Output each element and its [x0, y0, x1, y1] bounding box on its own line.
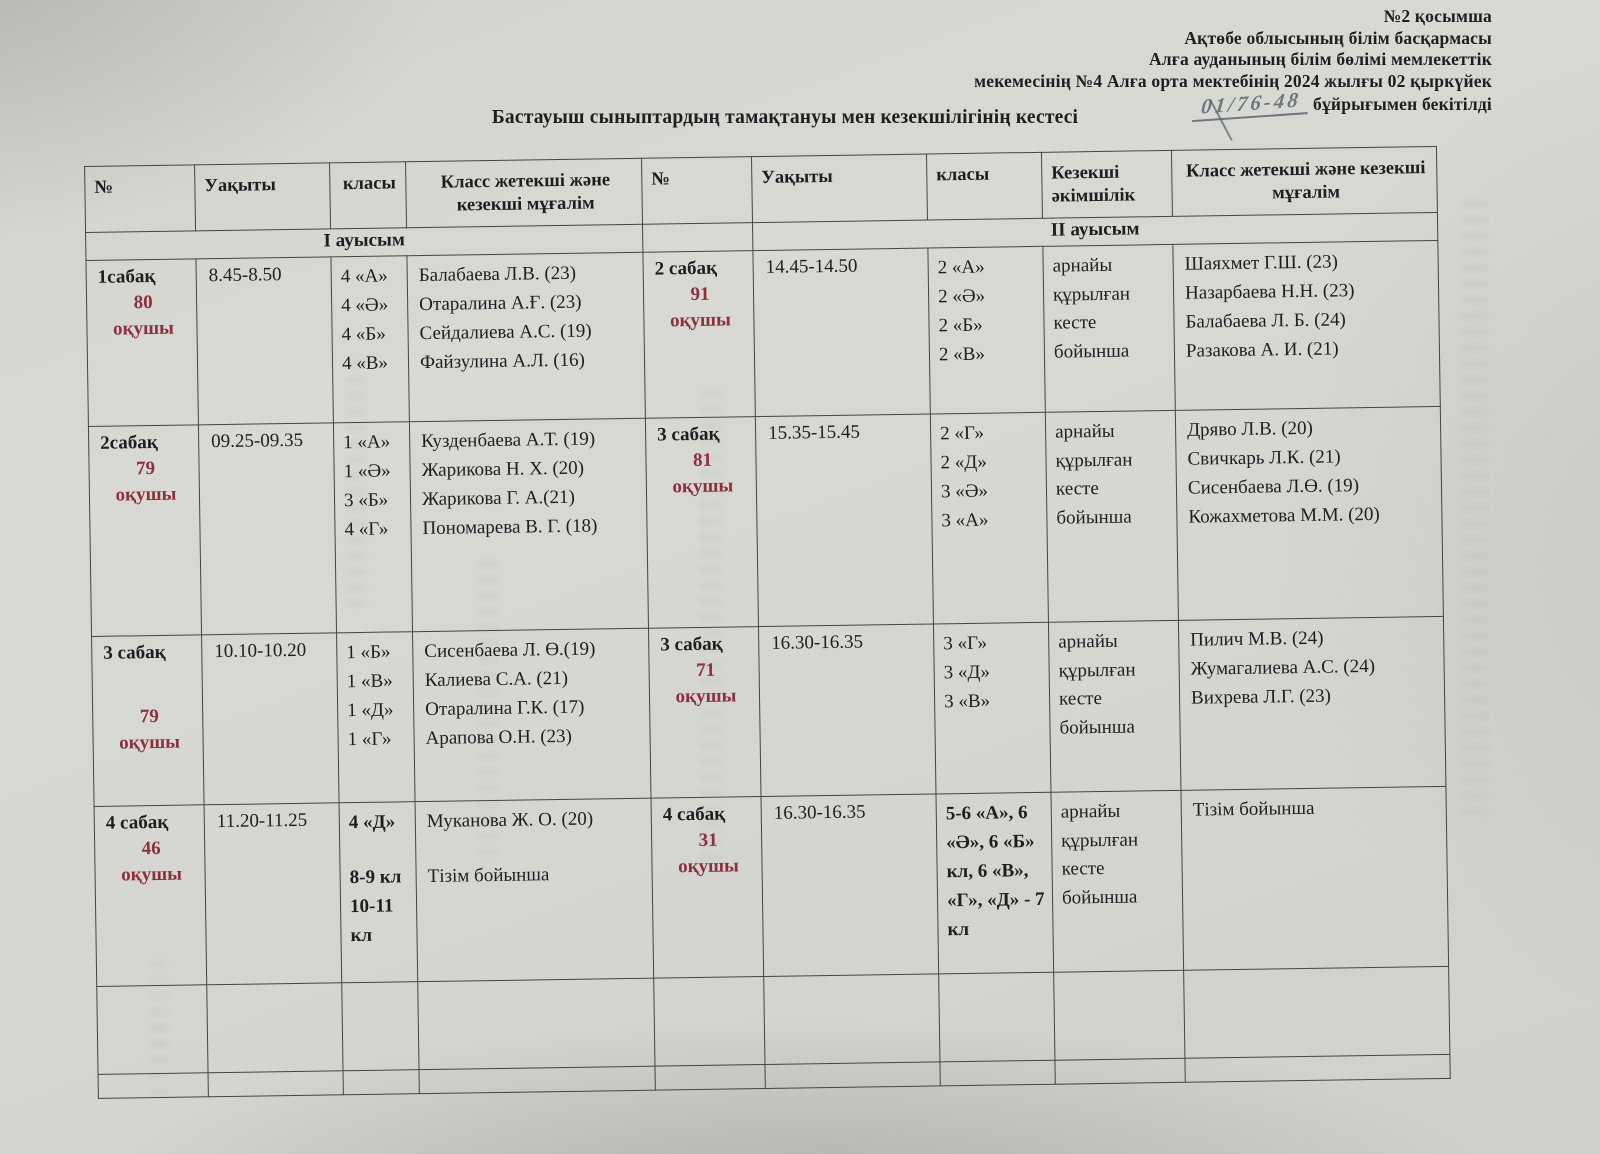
class-list-extra: 8-9 кл 10-11 кл — [349, 866, 402, 946]
class-list: 2 «А» 2 «Ә» 2 «Б» 2 «В» — [937, 256, 986, 365]
lesson-cell — [88, 425, 201, 637]
time-cell: 10.10-10.20 — [202, 633, 340, 805]
empty-cell — [655, 1065, 765, 1091]
col-header-time-right: Уақыты — [752, 154, 928, 223]
time-cell: 09.25-09.35 — [198, 423, 336, 635]
document-title: Бастауыш сыныптардың тамақтануы мен кезекшілігінің кестесі — [491, 107, 1079, 128]
empty-cell — [419, 1066, 655, 1093]
student-count-label: оқушы — [672, 475, 734, 498]
teacher-list: Тізім бойынша — [1192, 797, 1315, 821]
teacher-list: Сисенбаева Л. Ө.(19) Калиева С.А. (21) Отаралина Г.К. (17) Арапова О.Н. (23) — [424, 638, 596, 749]
table-row — [88, 406, 1443, 636]
empty-cell — [764, 974, 940, 1065]
student-count: 71 — [695, 659, 716, 682]
student-count-label: оқушы — [119, 731, 181, 754]
org-line-2: Алға ауданының білім бөлімі мемлекеттік — [1148, 49, 1492, 69]
approval-block — [732, 6, 1492, 118]
student-count: 80 — [133, 292, 153, 314]
teacher-cell — [415, 798, 654, 981]
section-shift-2: ІІ ауысым — [752, 212, 1437, 250]
lesson-label: 4 сабақ — [105, 811, 169, 834]
handwritten-order-number: 01/76-48 — [1192, 89, 1310, 122]
bleedthrough-artifact — [1462, 200, 1488, 820]
empty-cell — [1185, 1054, 1450, 1082]
lesson-cell — [643, 251, 755, 419]
schedule-sheet — [84, 146, 1450, 1099]
lesson-cell — [645, 417, 758, 629]
col-header-number-left: № — [85, 165, 196, 233]
empty-cell — [208, 1071, 343, 1097]
col-header-teacher-right: Класс жетекші және кезекші мұғалім — [1171, 146, 1437, 216]
org-line-3: мекемесінің №4 Алға орта мектебінің 2024 жылғы 02 қыркүйек — [974, 70, 1492, 91]
meal-duty-schedule-table — [84, 146, 1451, 1099]
teacher-list: Кузденбаева А.Т. (19) Жарикова Н. Х. (20) Жарикова Г. А.(21) Пономарева В. Г. (18) — [421, 428, 598, 539]
student-count-label: оқушы — [112, 317, 175, 340]
col-header-number-right: № — [642, 157, 753, 225]
lesson-label: 3 сабақ — [103, 641, 166, 664]
student-count: 91 — [690, 283, 710, 306]
lesson-label: 4 сабақ — [662, 803, 726, 826]
admin-duty-cell: арнайы құрылған кесте бойынша — [1045, 410, 1178, 622]
time-cell: 11.20-11.25 — [204, 803, 342, 985]
time-cell: 16.30-16.35 — [761, 794, 939, 977]
class-list: 2 «Г» 2 «Д» 3 «Ә» 3 «А» — [939, 422, 989, 531]
empty-cell — [654, 977, 765, 1067]
class-cell — [331, 256, 409, 423]
admin-duty-cell: арнайы құрылған кесте бойынша — [1048, 620, 1181, 792]
empty-cell — [342, 982, 419, 1071]
class-list: 1 «А» 1 «Ә» 3 «Б» 4 «Г» — [343, 431, 391, 540]
teacher-cell — [409, 418, 648, 631]
time-cell: 8.45-8.50 — [196, 257, 333, 425]
org-line-1: Ақтөбе облысының білім басқармасы — [1184, 27, 1492, 48]
time-cell: 14.45-14.50 — [753, 248, 930, 417]
col-header-time-left: Уақыты — [195, 163, 331, 231]
class-cell — [933, 622, 1051, 794]
lesson-label: 3 сабақ — [656, 423, 720, 446]
time-cell: 16.30-16.35 — [758, 624, 936, 797]
lesson-cell — [86, 259, 198, 427]
lesson-cell — [92, 635, 205, 807]
empty-cell — [1055, 1058, 1185, 1084]
student-count-label: оқушы — [669, 309, 731, 332]
teacher-cell — [1173, 240, 1440, 410]
student-count-label: оқушы — [115, 483, 177, 506]
class-cell — [337, 632, 416, 803]
col-header-class-right: класы — [926, 152, 1042, 220]
empty-cell — [343, 1070, 419, 1095]
time-cell: 15.35-15.45 — [755, 414, 933, 627]
empty-cell — [765, 1062, 940, 1089]
section-shift-1: І ауысым — [86, 224, 643, 260]
student-count: 79 — [139, 705, 159, 728]
student-count-label: оқушы — [675, 685, 737, 708]
lesson-cell — [648, 627, 761, 799]
teacher-cell — [407, 252, 645, 421]
empty-cell — [642, 223, 752, 253]
approval-text: бұйрығымен бекітілді — [1313, 94, 1492, 114]
teacher-cell — [1181, 786, 1449, 970]
class-list: 4 «Д» — [348, 811, 396, 834]
teacher-list: Балабаева Л.В. (23) Отаралина А.Ғ. (23) Сейдалиева А.С. (19) Файзулина А.Л. (16) — [418, 262, 592, 373]
class-cell — [339, 802, 418, 983]
student-count: 31 — [698, 829, 718, 851]
class-cell — [333, 422, 412, 633]
admin-duty-cell: арнайы құрылған кесте бойынша — [1043, 244, 1175, 412]
col-header-teacher-left: Класс жетекші және кезекші мұғалім — [406, 158, 643, 227]
lesson-label: 2 сабақ — [654, 257, 718, 280]
student-count-label: оқушы — [121, 863, 183, 886]
class-list: 1 «Б» 1 «В» 1 «Д» 1 «Г» — [346, 641, 394, 750]
lesson-label: 2сабақ — [100, 431, 158, 454]
lesson-cell — [94, 805, 207, 987]
teacher-list: Шаяхмет Г.Ш. (23) Назарбаева Н.Н. (23) Балабаева Л. Б. (24) Разакова А. И. (21) — [1184, 251, 1355, 362]
teacher-cell — [1175, 406, 1443, 620]
teacher-list: Пилич М.В. (24) Жумагалиева А.С. (24) Вихрева Л.Г. (23) — [1190, 627, 1376, 709]
empty-cell — [97, 985, 208, 1075]
student-count: 46 — [141, 837, 161, 860]
class-cell — [928, 246, 1045, 414]
teacher-list-extra: Тізім бойынша — [427, 864, 550, 887]
teacher-cell — [1178, 616, 1445, 790]
table-row — [92, 616, 1446, 806]
class-list: 4 «А» 4 «Ә» 4 «Б» 4 «В» — [340, 265, 389, 374]
lesson-cell — [651, 797, 764, 979]
table-row — [86, 240, 1440, 426]
empty-cell — [207, 983, 343, 1073]
class-cell — [936, 792, 1054, 974]
empty-cell — [1054, 970, 1185, 1060]
lesson-label: 1сабақ — [97, 265, 156, 288]
col-header-admin-right: Кезекші әкімшілік — [1041, 150, 1172, 218]
appendix-number: №2 қосымша — [1383, 6, 1492, 26]
student-count-label: оқушы — [677, 855, 740, 878]
teacher-list: Муканова Ж. О. (20) — [426, 808, 594, 833]
table-row — [94, 786, 1449, 986]
empty-cell — [418, 978, 655, 1069]
class-list: 5-6 «А», 6 «Ә», 6 «Б» кл, 6 «В», «Г», «Д» - 7 кл — [945, 802, 1045, 940]
admin-duty-cell: арнайы құрылған кесте бойынша — [1051, 790, 1184, 972]
empty-cell — [98, 1073, 208, 1099]
teacher-list: Дряво Л.В. (20) Свичкарь Л.К. (21) Сисенбаева Л.Ө. (19) Кожахметова М.М. (20) — [1186, 417, 1380, 528]
student-count: 81 — [692, 449, 713, 472]
class-cell — [930, 412, 1048, 624]
empty-cell — [1184, 966, 1450, 1058]
class-list: 3 «Г» 3 «Д» 3 «В» — [943, 632, 991, 713]
empty-cell — [939, 972, 1055, 1062]
student-count: 79 — [135, 458, 156, 480]
teacher-cell — [413, 628, 651, 801]
lesson-label: 3 сабақ — [660, 633, 723, 656]
empty-cell — [940, 1060, 1055, 1086]
col-header-class-left: класы — [330, 162, 407, 229]
